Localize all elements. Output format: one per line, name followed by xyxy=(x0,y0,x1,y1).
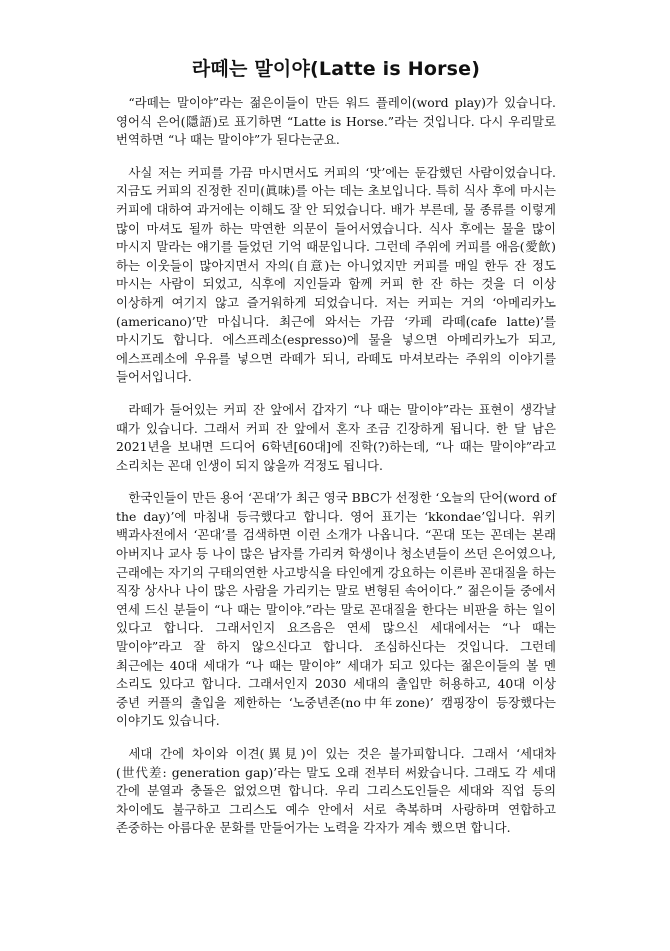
paragraph-intro: “라떼는 말이야”라는 젊은이들이 만든 워드 플레이(word play)가 있습니다. 영어식 은어(隱語)로 표기하면 “Latte is Horse.”라는 것입니다. 다시 우리말로 번역하면 “나 때는 말이야”가 된다는군요. xyxy=(116,95,556,148)
paragraph-kkondae: 한국인들이 만든 용어 ‘꼰대’가 최근 영국 BBC가 선정한 ‘오늘의 단어(word of the day)’에 마침내 등극했다고 합니다. 영어 표기는 ‘kkondae’입니다. 위키 백과사전에서 ‘꼰대’를 검색하면 이런 소개가 나옵니다. “꼰대 또는 꼰데는 본래 아버지나 교사 등 나이 많은 남자를 가리켜 학생이나 청소년들이 쓰던 은어였으나, 근래에는 자기의 구태의연한 사고방식을 타인에게 강요하는 이른바 꼰대질을 하는 직장 상사나 나이 많은 사람을 가리키는 말로 변형된 속어이다.” 젊은이들 중에서 연세 드신 분들이 “나 때는 말이야.”라는 말로 꼰대질을 한다는 비판을 하는 일이 있다고 합니다. 그래서인지 요즈음은 연세 많으신 세대에서는 “나 때는 말이야”라고 잘 하지 않으신다고 합니다. 조심하신다는 것입니다. 그런데 최근에는 40대 세대가 “나 때는 말이야” 세대가 되고 있다는 젊은이들의 볼 멘 소리도 있다고 합니다. 그래서인지 2030 세대의 출입만 허용하고, 40대 이상 중년 커플의 출입을 제한하는 ‘노중년존(no中年zone)’ 캠핑장이 등장했다는 이야기도 있습니다. xyxy=(116,490,556,729)
document-page xyxy=(116,54,556,852)
paragraph-generation-gap: 세대 간에 차이와 이견(異見)이 있는 것은 불가피합니다. 그래서 ‘세대차(世代差: generation gap)’라는 말도 오래 전부터 써왔습니다. 그래도 각 세대 간에 분열과 충돌은 없었으면 합니다. 우리 그리스도인들은 세대와 직업 등의 차이에도 불구하고 그리스도 예수 안에서 서로 축복하며 사랑하며 연합하고 존중하는 아름다운 문화를 만들어가는 노력을 각자가 계속 했으면 합니다. xyxy=(116,746,556,836)
paragraph-latte: 라떼가 들어있는 커피 잔 앞에서 갑자기 “나 때는 말이야”라는 표현이 생각날 때가 있습니다. 그래서 커피 잔 앞에서 혼자 조금 긴장하게 됩니다. 한 달 남은 2021년을 보내면 드디어 6학년[60대]에 진학(?)하는데, “나 때는 말이야”라고 소리치는 꼰대 인생이 되지 않을까 걱정도 됩니다. xyxy=(116,401,556,473)
paragraph-coffee: 사실 저는 커피를 가끔 마시면서도 커피의 ‘맛’에는 둔감했던 사람이었습니다. 지금도 커피의 진정한 진미(眞味)를 아는 데는 초보입니다. 특히 식사 후에 마시는 커피에 대하여 과거에는 이해도 잘 안 되었습니다. 배가 부른데, 물 종류를 이렇게 많이 마셔도 될까 하는 막연한 의문이 들어서였습니다. 식사 후에는 물을 많이 마시지 말라는 얘기를 들었던 기억 때문입니다. 그런데 주위에 커피를 애음(愛飮)하는 이웃들이 많아지면서 자의(自意)는 아니었지만 커피를 매일 한두 잔 정도 마시는 사람이 되었고, 식후에 지인들과 함께 커피 한 잔 하는 것을 더 이상 이상하게 여기지 않고 즐거워하게 되었습니다. 저는 커피는 거의 ‘아메리카노(americano)’만 마십니다. 최근에 와서는 가끔 ‘카페 라떼(cafe latte)’를 마시기도 합니다. 에스프레소(espresso)에 물을 넣으면 아메리카노가 되고, 에스프레소에 우유를 넣으면 라떼가 되니, 라떼도 마셔보라는 주위의 이야기를 들어서입니다. xyxy=(116,164,556,385)
document-title: 라떼는 말이야(Latte is Horse) xyxy=(191,58,481,80)
